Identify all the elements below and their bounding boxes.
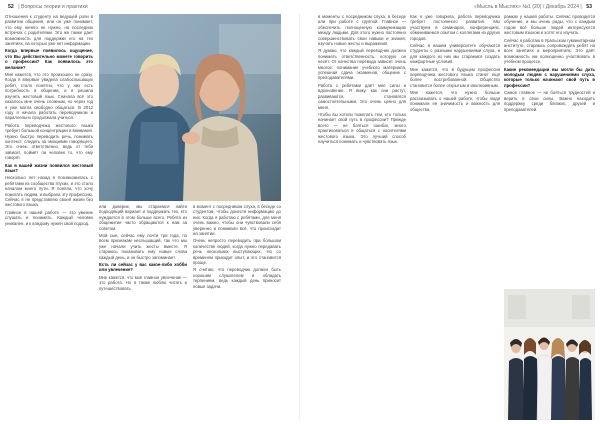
paragraph: Мне кажется, что в будущем профессия переводчика жестового языка станет ещё более востребованной. Общество становится более открытым и инклюзивным.: [410, 66, 500, 88]
issue-title: «Мысль в Мыслях» №1 (20) / Декабрь 2024 |: [474, 4, 582, 10]
paragraph: Мне кажется, что это произошло не сразу. Когда я впервые увидела слабослышащих ребят, стало понятно, что у них есть потребность в общении, и я решила изучить жестовый язык. Сначала всё это казалось мне очень сложным, но через год я уже могла свободно общаться. В 2012 году я начала работать переводчиком и параллельно продолжала учиться.: [5, 72, 93, 121]
team-photo-image: [504, 289, 595, 420]
spread-gutter: [299, 14, 300, 420]
section-title: | Вопросы теории и практики: [18, 4, 88, 10]
paragraph: Самое главное — не бояться трудностей и верить в свои силы. Важно находить поддержку среди близких, друзей и преподавателей.: [504, 90, 595, 112]
paragraph: Чтобы вы хотели пожелать тем, кто только начинает свой путь в профессии? Прежде всего — не бояться ошибок, много практиковаться и общаться с носителями жестового языка. Это лучший способ научиться понимать и чувствовать язык.: [318, 111, 406, 144]
interview-question: Есть ли сейчас у вас какое-либо хобби или увлечение?: [99, 262, 187, 273]
page-number-left: 52: [8, 4, 14, 10]
paragraph: Очень непросто переводить при большом количестве людей, когда нужно передавать речь нескольких выступающих. Но со временем приходит опыт, и это становится проще.: [193, 238, 281, 266]
paragraph: Главное в нашей работе — это умение слушать и понимать. Каждый человек уникален, и к каждому нужен свой подход.: [5, 209, 93, 226]
paragraph: Я считаю, что переводчик должен быть хорошим слушателем и обладать терпением, ведь каждый день приносит новые задачи.: [193, 267, 281, 289]
paragraph: рамках у нашей работы. Сейчас проводится обучение, и мы очень рады, что с каждым годом всё больше людей интересуются жестовым языком и хотят его изучать.: [504, 14, 595, 36]
interview-question: Какие рекомендации вы могли бы дать молодым людям с нарушениями слуха, которые только начинают свой путь в профессии?: [504, 66, 595, 88]
page-number-right: 53: [586, 4, 592, 10]
paragraph: Мне кажется, что моё главное увлечение — это работа. Но я также люблю читать и путешествовать.: [99, 274, 187, 291]
paragraph: в моменты с посредником слуха, в беседе или при работе с группой. Главное — обеспечить полноценную коммуникацию между людьми. Для этого нужно постоянно совершенствовать свои навыки и знания, изучать новые жесты и выражения.: [318, 14, 406, 47]
text-column-1: [5, 14, 93, 420]
paragraph: Сейчас я работаю в Уральском гуманитарном институте, стараюсь сопровождать ребят на всех занятиях и мероприятиях. Это даёт возможность им полноценно участвовать в учебном процессе.: [504, 37, 595, 65]
paragraph: Как я уже говорила, работа переводчика требует постоянного развития. Мы участвуем в семинарах, конференциях, обмениваемся опытом с коллегами из других городов.: [410, 14, 500, 41]
team-photo: [504, 289, 595, 420]
paragraph: Мне кажется, что нужно больше рассказывать о нашей работе, чтобы люди понимали её значимость и важность для общества.: [410, 90, 500, 112]
portrait-photo-image: [99, 14, 281, 201]
paragraph: Сейчас в нашем университете обучаются студенты с разными нарушениями слуха, и для каждого из них мы стараемся создать комфортные условия.: [410, 43, 500, 65]
running-head-right: [474, 3, 595, 12]
paragraph: в момент с посредником слуха, в беседе со студентом, чтобы донести информацию до них. Когда я работаю с ребятами, для меня очень важно, чтобы они чувствовали себя уверенно и понимали всё, что происходит на занятии.: [193, 204, 281, 237]
text-column-2: [99, 204, 187, 420]
paragraph: Я думаю, что каждый переводчик должен понимать ответственность, которую он несёт. От качества перевода зависит очень многое: понимание учебного материала, успешная сдача экзаменов, общение с преподавателями.: [318, 48, 406, 81]
text-column-5: [410, 14, 500, 420]
paragraph: Работа с ребятами даёт мне силы и вдохновение. Я вижу, как они растут, развиваются, становятся самостоятельными. Это очень ценно для меня.: [318, 82, 406, 110]
paragraph: Работа переводчика жестового языка требует большой концентрации и внимания. Нужно быстро переводить речь, понимать контекст, следить за эмоциями говорящего. Это очень ответственно, ведь от тебя зависит, поймёт ли человек то, что ему говорят.: [5, 122, 93, 161]
interview-question: Когда впервые появилось ощущение, что Вы действительно можете говорить о профессии? Как появилось это желание?: [5, 48, 93, 70]
portrait-photo: [99, 14, 281, 201]
paragraph: или доверие, мы стараемся найти подходящий вариант и поддержать тех, кто нуждается в этом больше всего. Ребята из общежития часто обращаются к нам за советом.: [99, 204, 187, 231]
text-column-4: [318, 14, 406, 420]
running-head-left: [5, 3, 88, 12]
text-column-6: [504, 14, 595, 286]
paragraph: Отношения к студенту на ведущей роли в развитии общения, или он уже понимает, что ему ничего не нужно, на последних встречах с родителями. Это же также дает возможность для поддержки его на тех занятиях, на которых уже нет информации.: [5, 14, 93, 47]
paragraph: Мой сын, сейчас ему почти три года, по всем признакам неслышащий, так что мы уже начали учить жесты вместе. Я стараюсь показывать ему новые слова каждый день, и он быстро запоминает.: [99, 233, 187, 260]
text-column-3: [193, 204, 281, 420]
interview-question: Как в вашей жизни появился жестовый язык?: [5, 162, 93, 173]
paragraph: Несколько лет назад я познакомилась с ребятами из сообщества глухих, и это стало началом моего пути. Я поняла, что хочу помогать людям, и выбрала эту профессию. Сейчас я не представляю своей жизни без жестового языка.: [5, 175, 93, 208]
